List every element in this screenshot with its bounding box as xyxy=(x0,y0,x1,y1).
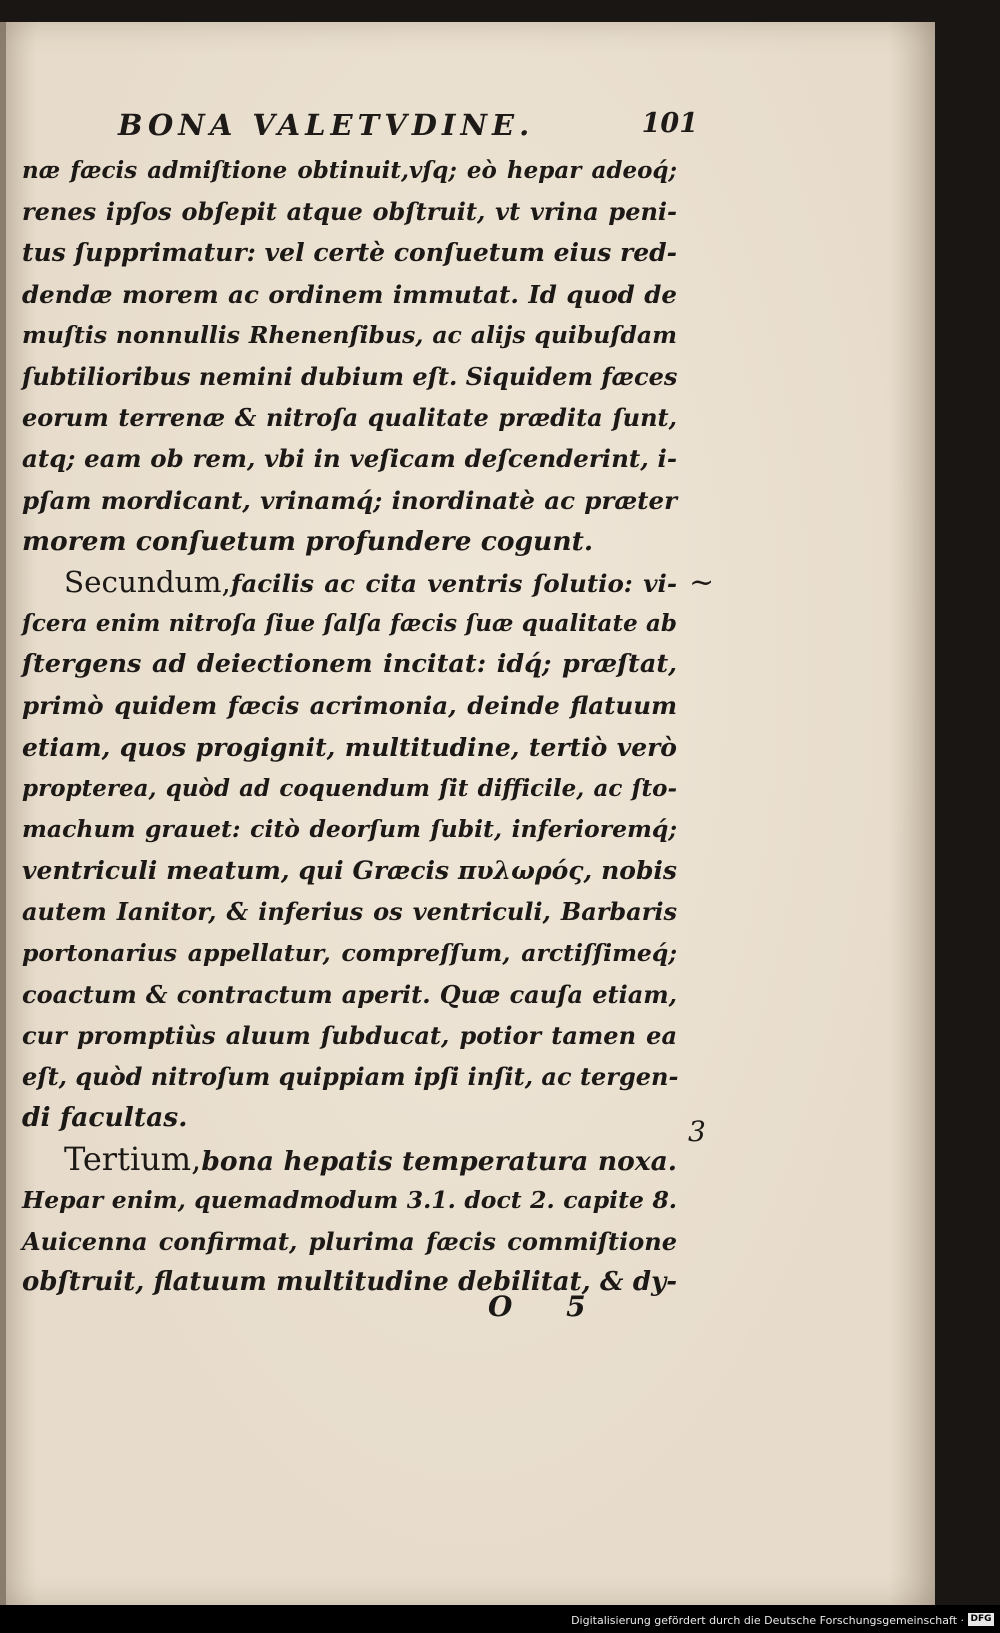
text-span: bona hepatis temperatura noxa. xyxy=(201,1145,677,1177)
text-span: facilis ac cita ventris ſolutio: vi- xyxy=(230,568,677,598)
text-line: eſt, quòd nitroſum quippiam ipſi inſit, ac tergen- xyxy=(22,1062,679,1092)
text-line: ventriculi meatum, qui Græcis πυλωρός, nobis xyxy=(22,856,677,886)
dfg-logo: DFG xyxy=(968,1613,994,1626)
text-line: propterea, quòd ad coquendum ſit difficile, ac ſto- xyxy=(22,774,677,802)
text-line: eorum terrenæ & nitroſa qualitate prædita ſunt, xyxy=(22,403,677,433)
body-text xyxy=(22,150,677,1303)
page-edge xyxy=(0,22,6,1605)
paragraph-secundum-first-line xyxy=(22,562,677,603)
text-line: dendæ morem ac ordinem immutat. Id quod de xyxy=(22,279,677,309)
text-line: obſtruit, flatuum multitudine debilitat, & dy- xyxy=(22,1267,677,1298)
paragraph-tertium-first-line xyxy=(22,1139,677,1180)
text-line: etiam, quos progignit, multitudine, tertiò verò xyxy=(22,732,677,762)
text-line: di facultas. xyxy=(22,1102,188,1134)
text-line: autem Ianitor, & inferius os ventriculi, Barbaris xyxy=(22,897,677,927)
text-line: ſcera enim nitroſa ſiue ſalſa fæcis ſuæ qualitate ab xyxy=(22,610,677,638)
digitization-credit: Digitalisierung gefördert durch die Deutsche Forschungsgemeinschaft · xyxy=(571,1614,964,1627)
text-line: atq; eam ob rem, vbi in veſicam deſcenderint, i- xyxy=(22,444,677,474)
text-line: næ fæcis admiſtione obtinuit,vſq; eò hepar adeoq́; xyxy=(22,157,677,184)
text-line: tus ſupprimatur: vel certè conſuetum eius red- xyxy=(22,238,677,268)
text-line: portonarius appellatur, compreſſum, arctiſſimeq́; xyxy=(22,938,677,967)
text-line: primò quidem fæcis acrimonia, deinde flatuum xyxy=(22,691,677,721)
text-line: pſam mordicant, vrinamq́; inordinatè ac præter xyxy=(22,485,677,515)
paragraph-lead-tertium: Tertium, xyxy=(64,1139,202,1178)
margin-mark-three: 3 xyxy=(688,1115,706,1148)
text-line: Hepar enim, quemadmodum 3.1. doct 2. capite 8. xyxy=(22,1185,677,1214)
text-line: renes ipſos obſepit atque obſtruit, vt vrina peni- xyxy=(22,197,677,227)
signature-mark: O 5 xyxy=(488,1290,608,1323)
text-line: coactum & contractum aperit. Quæ cauſa etiam, xyxy=(22,979,677,1009)
text-line: ſubtilioribus nemini dubium eſt. Siquidem fæces xyxy=(22,361,678,391)
text-line: Auicenna confirmat, plurima fæcis commiſtione xyxy=(22,1226,677,1256)
running-head xyxy=(118,108,698,148)
text-line: muſtis nonnullis Rhenenſibus, ac alijs quibuſdam xyxy=(22,320,677,349)
running-title: BONA VALETVDINE. xyxy=(118,108,535,142)
text-line: cur promptiùs aluum ſubducat, potior tamen ea xyxy=(22,1020,677,1050)
text-line: morem conſuetum profundere cogunt. xyxy=(22,525,594,557)
text-line: machum grauet: citò deorſum ſubit, inferioremq́; xyxy=(22,815,677,843)
page-number: 101 xyxy=(641,108,698,139)
margin-mark-dash: ~ xyxy=(689,565,715,600)
paragraph-lead-secundum: Secundum, xyxy=(64,564,231,599)
text-line: ſtergens ad deiectionem incitat: idq́; præſtat, xyxy=(22,649,677,680)
